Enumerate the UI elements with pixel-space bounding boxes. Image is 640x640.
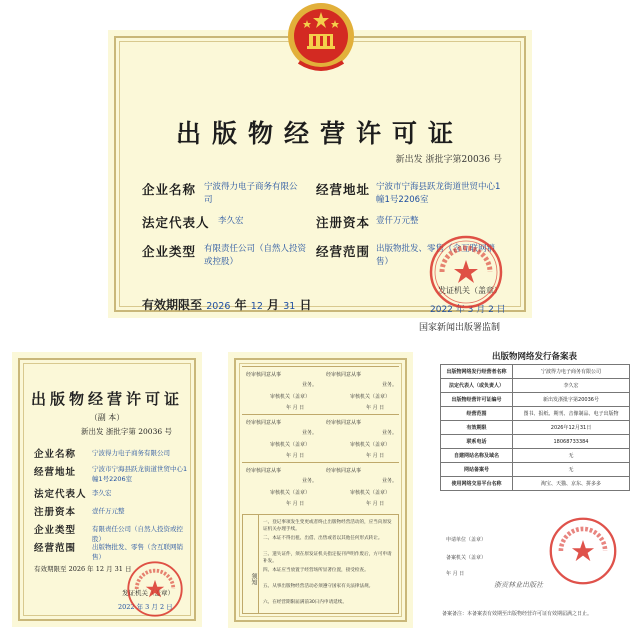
- row-value: 18068733384: [513, 435, 630, 449]
- copy-issuer: 发证机关（盖章）: [122, 589, 174, 597]
- copy-certificate: [12, 352, 202, 627]
- record-text: 年 月 日: [286, 501, 305, 507]
- table-row: [441, 393, 630, 407]
- copy-label-capital: 注册资本: [34, 507, 77, 518]
- record-text: 经审核同意从事: [246, 420, 282, 426]
- field-label-legal-rep: 法定代表人: [142, 215, 210, 230]
- copy-value-scope: 出版物批发、零售（含互联网销售）: [92, 543, 183, 561]
- row-label: 自建网站名称及域名: [441, 449, 513, 463]
- field-value-scope: 出版物批发、零售（含互联网销售）: [376, 244, 496, 267]
- national-emblem-icon: [283, 0, 359, 74]
- record-block-2: [242, 414, 399, 462]
- copy-value-capital: 壹仟万元整: [92, 507, 125, 515]
- record-text: 审核机关（盖章）: [270, 490, 311, 496]
- record-text: 审核机关（盖章）: [270, 442, 311, 448]
- copy-value-company: 宁波得力电子商务有限公司: [92, 449, 170, 457]
- field-value-company-type: 有限责任公司（自然人投资或控股）: [204, 244, 307, 267]
- copy-label-type: 企业类型: [34, 525, 77, 536]
- copy-value-address: 宁波市宁海县跃龙街道世贸中心1幢1号2206室: [92, 465, 188, 483]
- copy-value-type: 有限责任公司（自然人投资或控股）: [92, 525, 183, 543]
- copy-issue-date: 2022 年 3 月 2 日: [118, 603, 173, 611]
- record-text: 审核机关（盖章）: [350, 490, 391, 496]
- validity-month: 12: [250, 301, 263, 312]
- row-value: 无: [513, 449, 630, 463]
- copy-validity: 有效期限至 2026 年 12 月 31 日: [34, 565, 132, 573]
- record-text: 业务。: [302, 478, 318, 484]
- row-value: 图书、报纸、期刊、音像制品、电子出版物: [513, 407, 630, 421]
- record-text: 经审核同意从事: [326, 468, 362, 474]
- record-text: 年 月 日: [286, 405, 305, 411]
- row-label: 有效期限: [441, 421, 513, 435]
- record-text: 年 月 日: [286, 453, 305, 459]
- table-row: [441, 477, 630, 491]
- filing-date-label: 年 月 日: [446, 571, 465, 577]
- certificate-title: 出版物经营许可证: [175, 119, 464, 148]
- copy-title: 出版物经营许可证: [30, 390, 183, 408]
- notice-item: 五、从事出版物经营活动必须遵守国家有关法律法规。: [263, 584, 374, 589]
- copy-label-address: 经营地址: [34, 467, 77, 478]
- row-label: 经营范围: [441, 407, 513, 421]
- record-text: 审核机关（盖章）: [350, 394, 391, 400]
- record-text: 业务。: [382, 382, 398, 388]
- record-text: 业务。: [382, 430, 398, 436]
- row-value: 李久宏: [513, 379, 630, 393]
- copy-seal-icon: [126, 560, 184, 618]
- table-row: [441, 365, 630, 379]
- row-value: 宁波得力电子商务有限公司: [513, 365, 630, 379]
- field-label-capital: 注册资本: [316, 215, 371, 230]
- filing-seal-icon: [548, 516, 618, 586]
- applicant-seal-label: 申请单位（盖章）: [446, 537, 487, 543]
- row-label: 出版物网络发行经营者名称: [441, 365, 513, 379]
- row-label: 法定代表人（或负责人）: [441, 379, 513, 393]
- table-row: [441, 463, 630, 477]
- filing-table: [440, 364, 630, 491]
- record-text: 年 月 日: [366, 405, 385, 411]
- filing-authority-label: 备案机关（盖章）: [446, 555, 487, 561]
- notice-item: 一、登记事项发生变更或者终止出版物经营活动的，应当向原发证机关办理手续。: [263, 520, 392, 532]
- table-row: [441, 407, 630, 421]
- record-text: 经审核同意从事: [246, 468, 282, 474]
- copy-cert-number: 新出发 浙批字第 20036 号: [80, 427, 172, 436]
- copy-label-scope: 经营范围: [34, 543, 77, 554]
- record-text: 审核机关（盖章）: [270, 394, 311, 400]
- record-text: 业务。: [302, 430, 318, 436]
- record-block-3: [242, 462, 399, 510]
- notice-item: 四、本证应当放置于经营场所显著位置，接受检查。: [263, 568, 369, 573]
- copy-label-legal-rep: 法定代表人: [34, 489, 87, 500]
- row-label: 使用网络交易平台名称: [441, 477, 513, 491]
- filing-note: 备案备注：本备案表有效期至出版物经营许可证有效期届满之日止。: [442, 611, 593, 617]
- row-value: 无: [513, 463, 630, 477]
- validity-line: [142, 296, 312, 313]
- row-value: 新出发浙批字第20036号: [513, 393, 630, 407]
- field-value-capital: 壹仟万元整: [376, 216, 419, 226]
- table-row: [441, 379, 630, 393]
- row-value: 2026年12月31日: [513, 421, 630, 435]
- certificate-number: 新出发 浙批字第20036 号: [395, 155, 502, 165]
- row-value: 淘宝、天猫、京东、拼多多: [513, 477, 630, 491]
- record-text: 审核机关（盖章）: [350, 442, 391, 448]
- notice-item: 三、遗失证件，须在原发证机关指定报刊声明作废后，方可申请补发。: [263, 552, 392, 564]
- month-char: 月: [267, 298, 280, 312]
- field-label-company: 企业名称: [142, 182, 197, 197]
- validity-year: 2026: [206, 301, 231, 312]
- field-label-scope: 经营范围: [316, 244, 371, 259]
- record-block-1: [242, 366, 399, 414]
- record-text: 业务。: [382, 478, 398, 484]
- record-text: 经审核同意从事: [326, 372, 362, 378]
- table-row: [441, 449, 630, 463]
- row-label: 网站备案号: [441, 463, 513, 477]
- table-row: [441, 421, 630, 435]
- field-value-address: 宁波市宁海县跃龙街道世贸中心1幢1号2206室: [376, 182, 501, 205]
- record-text: 年 月 日: [366, 453, 385, 459]
- notice-box: [242, 514, 399, 614]
- copy-value-legal-rep: 李久宏: [92, 489, 112, 497]
- record-text: 经审核同意从事: [326, 420, 362, 426]
- table-row: [441, 435, 630, 449]
- field-label-address: 经营地址: [316, 182, 371, 197]
- copy-subtitle: （副 本）: [89, 413, 125, 422]
- year-char: 年: [234, 298, 247, 312]
- record-text: 业务。: [302, 382, 318, 388]
- validity-label: 有效期限至: [142, 298, 203, 312]
- notice-heading: 须知: [243, 515, 259, 613]
- record-page: [228, 352, 413, 628]
- field-value-legal-rep: 李久宏: [218, 216, 244, 226]
- filing-title: 出版物网络发行备案表: [491, 352, 577, 362]
- field-label-company-type: 企业类型: [142, 244, 197, 259]
- filing-form: [432, 340, 637, 632]
- row-label: 联系电话: [441, 435, 513, 449]
- day-char: 日: [299, 298, 312, 312]
- copy-label-company: 企业名称: [34, 449, 77, 460]
- field-value-company: 宁波得力电子商务有限公司: [204, 182, 298, 205]
- handwritten-signature: 浙贡林业出版社: [494, 581, 543, 589]
- validity-day: 31: [283, 301, 296, 312]
- issue-date: 2022 年 3 月 2 日: [430, 305, 506, 315]
- row-label: 出版物经营许可证编号: [441, 393, 513, 407]
- notice-item: 二、本证不得出租、出借、出售或者以其他任何形式转让。: [263, 536, 383, 541]
- issuer-label: 发证机关（盖章）: [438, 286, 502, 295]
- official-seal-icon: [428, 234, 504, 310]
- notice-item: 六、在经营期限届满前30日内申请延续。: [263, 600, 347, 605]
- record-text: 年 月 日: [366, 501, 385, 507]
- supervision-note: 国家新闻出版署监制: [418, 323, 500, 333]
- record-text: 经审核同意从事: [246, 372, 282, 378]
